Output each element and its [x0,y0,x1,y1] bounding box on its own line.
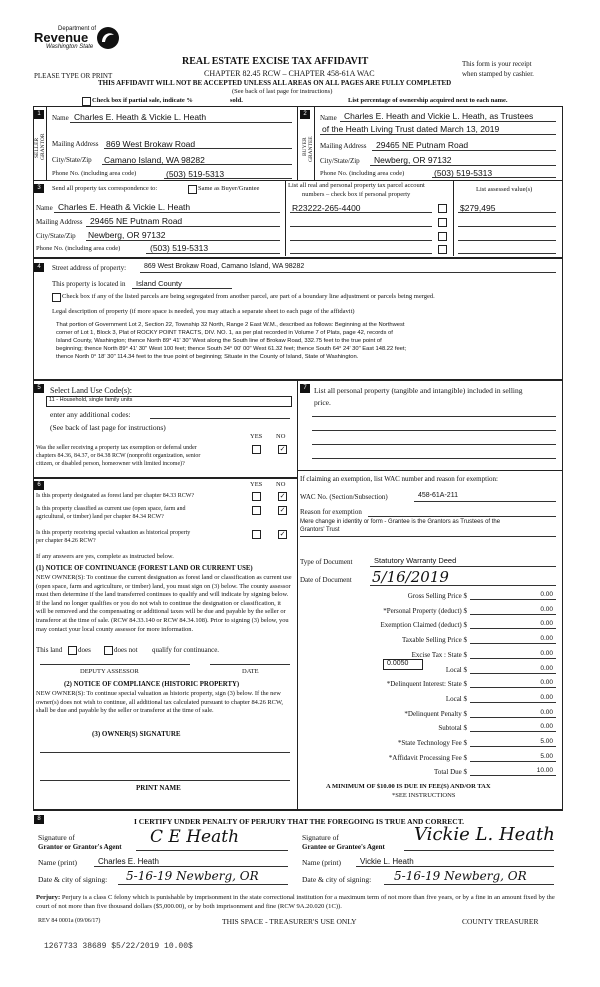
grantor-name: Charles E. Heath [98,857,159,866]
perjury-label: Perjury: [36,894,61,901]
exemption-q-1: Was the seller receiving a property tax exemption or deferral under [36,445,197,451]
land-use-no-header: NO [276,433,286,440]
partial-sale-checkbox[interactable] [82,97,91,106]
personal-property-label-1: List all personal property (tangible and intangible) included in selling [314,386,523,395]
does-not-checkbox[interactable] [104,646,113,655]
grantor-name-label: Name (print) [38,858,77,867]
tax-line-label: *Delinquent Penalty $ [404,710,467,718]
section-8-badge: 8 [34,815,44,824]
grantee-sig-label-1: Signature of [302,833,339,842]
forest-q3-yes-checkbox[interactable] [252,530,261,539]
county-label: This property is located in [52,280,126,288]
buyer-city-label: City/State/Zip [320,157,360,165]
seller-side-1: SELLER [34,137,40,158]
section-7-badge: 7 [300,384,310,393]
forest-yes-header: YES [250,481,263,488]
street-address: 869 West Brokaw Road, Camano Island, WA 98282 [144,263,305,270]
legal-line-2: corner of Lot 1, Block 3, Plat of ROCKY POINT TRACTS, DIV. NO. 1, as per plat recorded in Volume 7 of Plats, page 42, records of [56,330,393,336]
tax-line-value: 5.00 [540,753,553,760]
parcel-header-2: numbers – check box if personal property [302,191,411,198]
historic-text: NEW OWNER(S): To continue special valuation as historic property, sign (3) below. If the new owner(s) does not wish to continue, all additional tax calculated pursuant to chapter 84.26 RCW, shall be due and payable by the seller or transferor at the time of sale. [36,690,283,715]
parcel-header-1: List all real and personal property tax parcel account [288,182,425,189]
corr-mailing: 29465 NE Putnam Road [90,216,183,226]
grantee-signature: Vickie L. Heath [414,824,555,845]
legal-line-5: thence North 0° 18' 30" 114.34 feet to the true point of beginning; Situate in the County of Island, State of Washington. [56,354,359,360]
seller-phone-label: Phone No. (including area code) [52,170,137,177]
grantee-sig-label-2: Grantee or Grantee's Agent [302,843,385,851]
tax-line-label: Excise Tax : State $ [411,651,467,659]
seller-name: Charles E. Heath & Vickie L. Heath [74,112,207,122]
tax-line-label: Exemption Claimed (deduct) $ [380,621,467,629]
tax-line-underline [470,746,556,747]
deputy-date-label: DATE [242,668,259,675]
legal-line-1: That portion of Government Lot 2, Section 22, Township 32 North, Range 2 East W.M., described as follows: Beginning at the Northwest [56,322,405,328]
land-use-see-back: (See back of last page for instructions) [50,423,166,432]
certify-statement: I CERTIFY UNDER PENALTY OF PERJURY THAT THE FOREGOING IS TRUE AND CORRECT. [134,817,465,826]
corr-name: Charles E. Heath & Vickie L. Heath [58,202,191,212]
tax-line-value: 5.00 [540,738,553,745]
sold-label: sold. [230,97,243,104]
additional-codes-label: enter any additional codes: [50,410,131,419]
forest-q2-1: Is this property classified as current use (open space, farm and [36,506,186,512]
partial-sale-label: Check box if partial sale, indicate % [92,97,193,104]
seller-name-label: Name [52,114,69,122]
tax-line-label: *Personal Property (deduct) $ [383,607,467,615]
logo-state: Washington State [46,44,94,50]
tax-line-underline [470,731,556,732]
exemption-q-3: citizen, or disabled person, homeowner with limited income)? [36,461,185,467]
land-use-yes-header: YES [250,433,263,440]
tax-line-underline [470,658,556,659]
forest-if-yes: If any answers are yes, complete as instructed below. [36,553,174,560]
tax-line-underline [470,717,556,718]
buyer-name-2: of the Heath Living Trust dated March 13, 2019 [322,124,500,134]
doc-date: 5/16/2019 [372,568,449,586]
exemption-no-checkbox[interactable]: ✓ [279,445,286,453]
buyer-mailing: 29465 NE Putnam Road [376,140,469,150]
does-label: does [78,646,91,654]
logo-dept: Department of [58,26,97,32]
segregated-label: Check box if any of the listed parcels are being segregated from another parcel, are part of a boundary line adjustment or parcels being merged. [62,293,435,300]
grantor-date-city: 5-16-19 Newberg, OR [126,869,259,883]
corr-name-label: Name [36,204,53,212]
tax-line-value: 10.00 [536,767,553,774]
local-rate: 0.0050 [387,660,409,667]
tax-line-value: 0.00 [540,723,553,730]
forest-q1: Is this property designated as forest land per chapter 84.33 RCW? [36,493,195,499]
forest-q2-no-checkbox[interactable]: ✓ [279,506,286,514]
tax-line-label: Gross Selling Price $ [407,592,467,600]
buyer-name-1: Charles E. Heath and Vickie L. Heath, as Trustees [344,111,534,121]
forest-q1-yes-checkbox[interactable] [252,492,261,501]
grantor-signature: C E Heath [150,827,240,847]
grantee-name: Vickie L. Heath [360,857,414,866]
assessed-1: $279,495 [460,203,496,213]
form-rev: REV 84 0001a (09/06/17) [38,918,101,924]
segregated-checkbox[interactable] [52,293,61,302]
assessed-header: List assessed value(s) [476,186,533,193]
corr-phone-label: Phone No. (including area code) [36,245,121,252]
tax-line-value: 0.00 [540,665,553,672]
buyer-phone-label: Phone No. (including area code) [320,170,405,177]
buyer-side-2: GRANTEE [308,136,314,162]
county: Island County [136,279,182,288]
forest-q3-2: per chapter 84.26 RCW? [36,538,96,544]
does-checkbox[interactable] [68,646,77,655]
tax-line-value: 0.00 [540,650,553,657]
buyer-side-1: BUYER [302,137,308,156]
tax-line-label: Local $ [445,695,467,703]
tax-line-value: 0.00 [540,620,553,627]
forest-q2-2: agricultural, or timber) land per chapter 84.34 RCW? [36,514,164,520]
perjury-text: Perjury is a class C felony which is punishable by imprisonment in the state correctional institution for a maximum term of not more than five years, or by a fine in an amount fixed by the court of not more than five thousand dollars ($5,000.00), or by both imprisonment and fine (RCW 9A.20.020 (1C)). [36,894,555,910]
please-type: PLEASE TYPE OR PRINT [34,72,113,80]
exemption-claim-label: If claiming an exemption, list WAC number and reason for exemption: [300,475,498,483]
forest-q3-no-checkbox[interactable]: ✓ [279,530,286,538]
tax-line-underline [470,702,556,703]
tax-line-value: 0.00 [540,591,553,598]
tax-line-underline [470,643,556,644]
seller-mailing: 869 West Brokaw Road [106,139,196,149]
tax-line-label: *State Technology Fee $ [397,739,467,747]
tax-line-value: 0.00 [540,694,553,701]
county-treasurer: COUNTY TREASURER [462,917,539,926]
tax-line-underline [470,628,556,629]
section-1-badge: 1 [34,110,44,119]
tax-line-value: 0.00 [540,679,553,686]
exemption-q-2: chapters 84.36, 84.37, or 84.38 RCW (nonprofit organization, senior [36,453,201,459]
treasurer-use: THIS SPACE - TREASURER'S USE ONLY [222,917,357,926]
print-name-label: PRINT NAME [136,784,181,792]
wac-number: 458-61A-211 [418,492,458,499]
see-back-note: (See back of last page for instructions) [232,88,333,95]
reason-line-1: Mere change in identity or form - Grantee is the Grantors as Trustees of the [300,519,501,525]
see-instructions: *SEE INSTRUCTIONS [392,792,456,799]
corr-city-label: City/State/Zip [36,232,76,240]
seller-phone: (503) 519-5313 [166,169,225,179]
pct-ownership-label: List percentage of ownership acquired next to each name. [348,97,508,104]
forest-q1-no-checkbox[interactable]: ✓ [279,492,286,500]
section-4-badge: 4 [34,263,44,272]
perjury-notice [36,893,560,911]
buyer-city: Newberg, OR 97132 [374,155,452,165]
forest-q3-1: Is this property receiving special valuation as historical property [36,530,191,536]
seller-city-label: City/State/Zip [52,156,92,164]
logo [34,26,96,50]
forest-no-header: NO [276,481,286,488]
land-use-label: Select Land Use Code(s): [50,386,132,395]
this-land-label: This land [36,646,63,654]
tax-line-label: *Delinquent Interest: State $ [386,680,467,688]
buyer-name-label: Name [320,114,337,122]
grantee-name-label: Name (print) [302,858,341,867]
doc-date-label: Date of Document [300,576,352,584]
seller-mailing-label: Mailing Address [52,140,99,148]
section-3-badge: 3 [34,184,44,193]
section-5-badge: 5 [34,384,44,393]
land-use-code: 11 - Household, single family units [49,397,133,403]
tax-line-label: *Affidavit Processing Fee $ [388,754,467,762]
tax-line-underline [470,599,556,600]
tax-line-underline [470,687,556,688]
parcel-4-personal-checkbox[interactable] [438,245,447,254]
parcel-1: R23222-265-4400 [292,203,361,213]
does-not-label: does not [114,646,138,654]
legal-line-3: Island County, Washington; thence North 89° 41' 30" West along the South line of Brokaw Road, 332.75 feet to the true point of [56,338,382,344]
parcel-1-personal-checkbox[interactable] [438,204,447,213]
cashier-stamp: 1267733 38689 $5/22/2019 10.00$ [44,942,193,951]
revenue-emblem-icon [96,26,120,50]
form-warning: THIS AFFIDAVIT WILL NOT BE ACCEPTED UNLESS ALL AREAS ON ALL PAGES ARE FULLY COMPLETED [98,79,452,87]
forest-q2-yes-checkbox[interactable] [252,506,261,515]
logo-revenue: Revenue [34,30,89,45]
min-fee-note: A MINIMUM OF $10.00 IS DUE IN FEE(S) AND/OR TAX [326,783,491,790]
tax-line-label: Taxable Selling Price $ [401,636,467,644]
tax-line-value: 0.00 [540,709,553,716]
parcel-3-personal-checkbox[interactable] [438,232,447,241]
same-as-buyer-checkbox[interactable] [188,185,197,194]
grantor-sig-label-1: Signature of [38,833,75,842]
grantor-date-city-label: Date & city of signing: [38,875,108,884]
buyer-phone: (503) 519-5313 [434,168,493,178]
grantee-date-city-label: Date & city of signing: [302,875,372,884]
form-chapters: CHAPTER 82.45 RCW – CHAPTER 458-61A WAC [204,69,375,78]
historic-title: (2) NOTICE OF COMPLIANCE (HISTORIC PROPERTY) [64,681,240,688]
legal-line-4: beginning; thence North 89° 41' 30" West 100 feet; thence South 34° 00' 00" West 61.32 feet; thence South 64° 24' 30" East 148.22 feet; [56,346,407,352]
tax-line-label: Subtotal $ [438,724,467,732]
legal-desc-label: Legal description of property (if more space is needed, you may attach a separate sheet to each page of the affidavit) [52,308,355,315]
section-2-badge: 2 [300,110,310,119]
notice-continuance-text: NEW OWNER(S): To continue the current designation as forest land or classification as current use (open space, farm and agriculture, or timber) land, you must sign on (3) below. The county assessor must then determine if the land transferred continues to qualify and will indicate by signing below. If the land no longer qualifies or you do not wish to continue the designation or classification, it will be removed and the compensating or additional taxes will be due and payable by the seller or transferor at the time of sale. (RCW 84.33.140 or RCW 84.34.108). Prior to signing (3) below, you may contact your local county assessor for more information. [36,574,292,633]
seller-city: Camano Island, WA 98282 [104,155,205,165]
form-title: REAL ESTATE EXCISE TAX AFFIDAVIT [182,56,369,67]
tax-line-label: Total Due $ [434,768,467,776]
tax-line-value: 0.00 [540,606,553,613]
doc-type-label: Type of Document [300,558,353,566]
notice-continuance-title: (1) NOTICE OF CONTINUANCE (FOREST LAND OR CURRENT USE) [36,565,253,572]
reason-line-2: Grantors' Trust [300,527,340,533]
section-6-badge: 6 [34,481,44,490]
deputy-assessor-label: DEPUTY ASSESSOR [80,668,139,675]
tax-line-underline [470,761,556,762]
receipt-note-1: This form is your receipt [462,60,532,68]
buyer-mailing-label: Mailing Address [320,142,367,150]
corr-city: Newberg, OR 97132 [88,230,166,240]
same-as-buyer-label: Same as Buyer/Grantee [198,185,260,192]
receipt-note-2: when stamped by cashier. [462,70,534,78]
grantor-sig-label-2: Grantor or Grantor's Agent [38,843,122,851]
personal-property-label-2: price. [314,398,331,407]
corr-mailing-label: Mailing Address [36,218,83,226]
reason-label: Reason for exemption [300,508,362,516]
qualify-label: qualify for continuance. [152,646,220,654]
exemption-yes-checkbox[interactable] [252,445,261,454]
tax-line-underline [470,673,556,674]
tax-line-underline [470,775,556,776]
tax-line-label: Local $ [445,666,467,674]
corr-phone: (503) 519-5313 [150,243,209,253]
doc-type: Statutory Warranty Deed [374,556,457,565]
street-label: Street address of property: [52,264,127,272]
send-correspondence-label: Send all property tax correspondence to: [52,185,158,192]
tax-line-underline [470,614,556,615]
owner-signature-label: (3) OWNER(S) SIGNATURE [92,730,181,738]
tax-line-value: 0.00 [540,635,553,642]
grantee-date-city: 5-16-19 Newberg, OR [394,869,527,883]
wac-label: WAC No. (Section/Subsection) [300,493,388,501]
parcel-2-personal-checkbox[interactable] [438,218,447,227]
seller-side-2: GRANTOR [40,133,46,160]
